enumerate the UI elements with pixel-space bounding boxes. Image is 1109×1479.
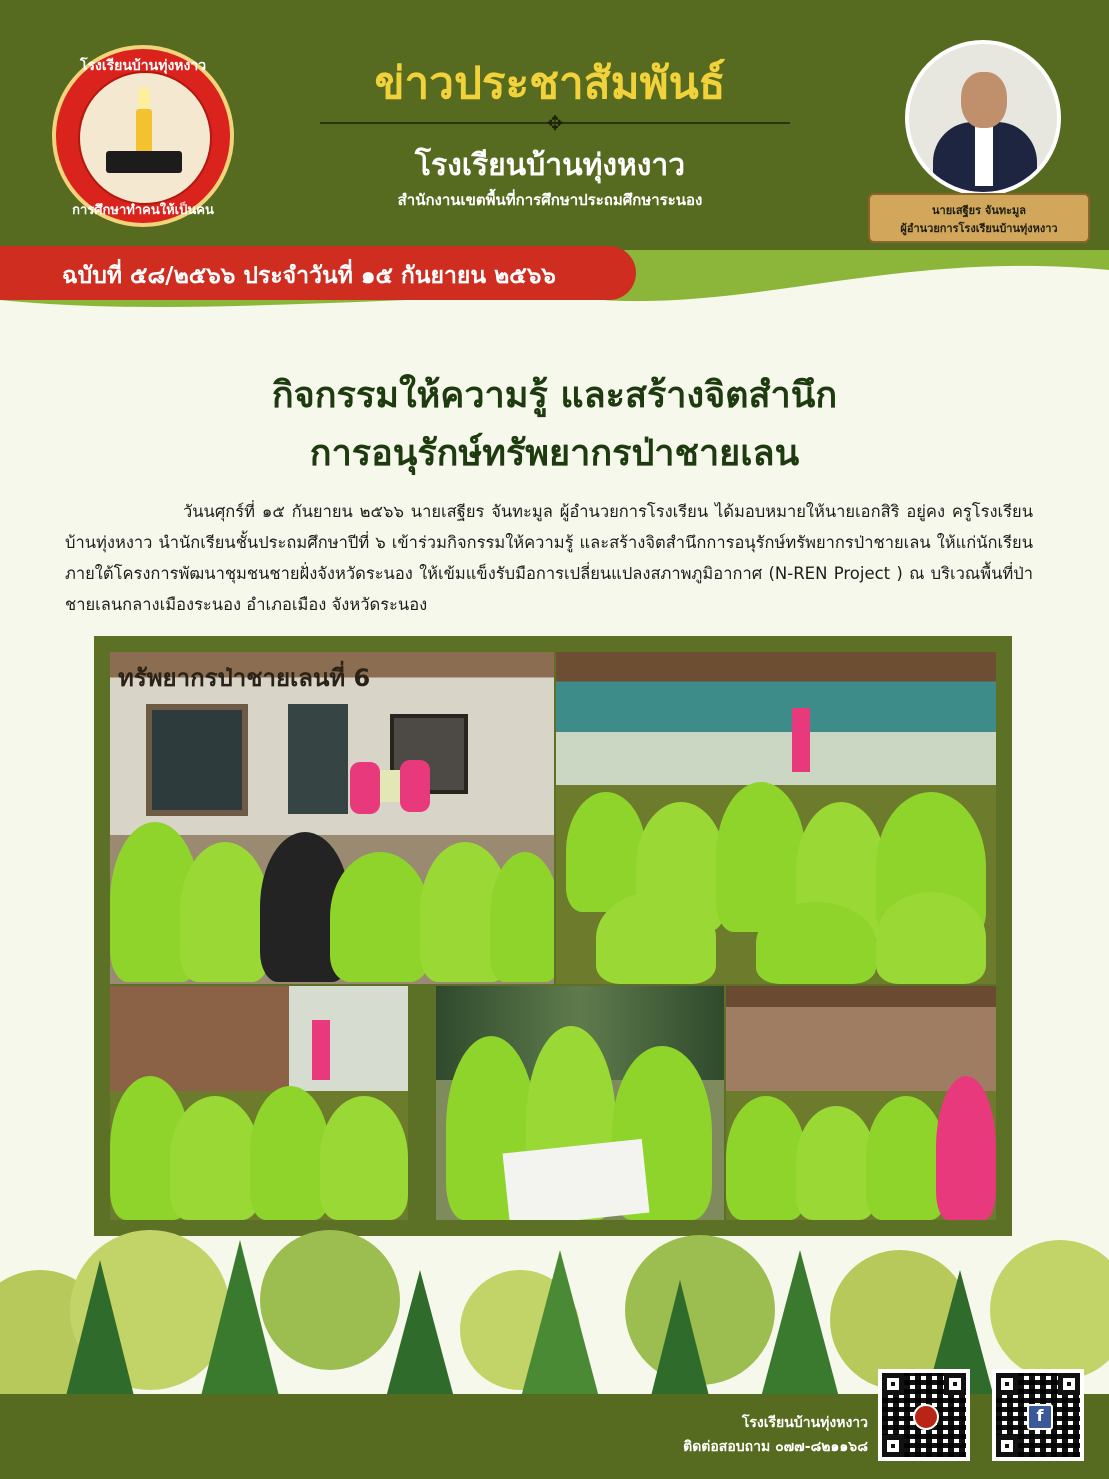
photo-forest-worksheet: [436, 986, 724, 1220]
footer-contact: ติดต่อสอบถาม ๐๗๗-๘๒๑๑๖๘: [683, 1439, 868, 1455]
issue-number-date: ฉบับที่ ๕๘/๒๕๖๖ ประจำวันที่ ๑๕ กันยายน ๒๕๖๖: [62, 263, 556, 289]
building-sign: ทรัพยากรป่าชายเลนที่ 6: [118, 664, 371, 692]
qr-code-facebook[interactable]: [992, 1369, 1084, 1461]
qr-pattern: [996, 1373, 1080, 1457]
director-photo: [905, 40, 1061, 196]
photo-entrance-activity: [110, 652, 554, 984]
article-headline-line2: การอนุรักษ์ทรัพยากรป่าชายเลน: [309, 433, 800, 474]
school-logo-icon: [913, 1404, 939, 1430]
director-shirt: [975, 126, 993, 186]
book-icon: [106, 151, 182, 173]
photo-room-activity: [110, 986, 408, 1220]
footer-school-name: โรงเรียนบ้านทุ่งหงาว: [741, 1415, 868, 1431]
logo-text-top: โรงเรียนบ้านทุ่งหงาว: [79, 58, 207, 74]
ornament-icon: ✥: [546, 111, 564, 135]
facebook-icon: f: [1027, 1404, 1053, 1430]
flame-icon: [138, 87, 150, 109]
photo-gallery: [94, 636, 1012, 1236]
school-logo: [52, 45, 234, 227]
director-head: [961, 72, 1007, 128]
page-title: ข่าวประชาสัมพันธ์: [374, 58, 726, 109]
director-position: ผู้อำนวยการโรงเรียนบ้านทุ่งหงาว: [900, 222, 1058, 235]
logo-emblem: [78, 71, 212, 205]
qr-code-school[interactable]: [878, 1369, 970, 1461]
article-headline-line1: กิจกรรมให้ความรู้ และสร้างจิตสำนึก: [271, 375, 838, 416]
education-office: สำนักงานเขตพื้นที่การศึกษาประถมศึกษาระนอง: [397, 191, 703, 209]
logo-text-bottom: การศึกษาทำคนให้เป็นคน: [72, 203, 214, 218]
director-name-plate: [868, 193, 1090, 243]
article-body: [65, 496, 1033, 620]
candle-icon: [136, 109, 152, 155]
director-name: นายเสฐียร จันทะมูล: [932, 204, 1026, 217]
school-name: โรงเรียนบ้านทุ่งหงาว: [414, 148, 686, 183]
photo-hall-lecture: [726, 986, 996, 1220]
qr-pattern: [882, 1373, 966, 1457]
photo-hall-activity: [556, 652, 996, 984]
article-paragraph: วันนศุกร์ที่ ๑๕ กันยายน ๒๕๖๖ นายเสฐียร จันทะมูล ผู้อำนวยการโรงเรียน ได้มอบหมายให้นายเอกสิริ อยู่คง ครูโรงเรียนบ้านทุ่งหงาว นำนักเรียนชั้นประถมศึกษาปีที่ ๖ เข้าร่วมกิจกรรมให้ความรู้ และสร้างจิตสำนึกการอนุรักษ์ทรัพยากรป่าชายเลน ให้แก่นักเรียน ภายใต้โครงการพัฒนาชุมชนชายฝั่งจังหวัดระนอง ให้เข้มแข็งรับมือการเปลี่ยนแปลงสภาพภูมิอากาศ (N-REN Project ) ณ บริเวณพื้นที่ป่าชายเลนกลางเมืองระนอง อำเภอเมือง จังหวัดระนอง: [65, 502, 1033, 614]
